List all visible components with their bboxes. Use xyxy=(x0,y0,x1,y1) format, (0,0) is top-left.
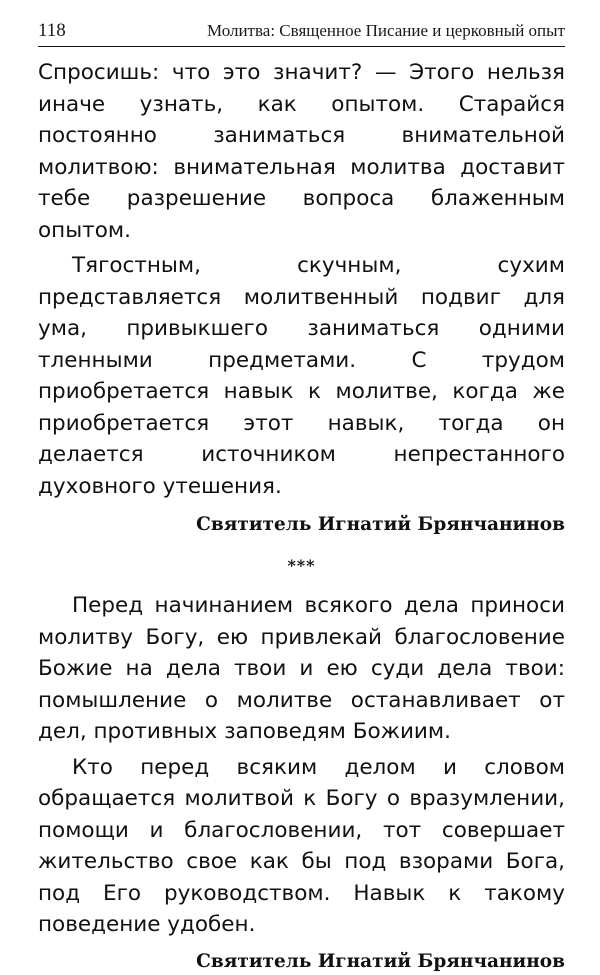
paragraph: Кто перед всяким делом и словом обращается молитвой к Богу о вразумлении, помощи и благословении, тот совершает жительство свое как бы под взорами Бога, под Его руководством. Навык к такому поведение удобен. xyxy=(38,754,565,937)
running-title: Молитва: Священное Писание и церковный опыт xyxy=(207,21,565,40)
running-header xyxy=(38,20,565,47)
book-page xyxy=(38,20,565,972)
paragraph: Тягостным, скучным, сухим представляется молитвенный подвиг для ума, привыкшего заниматься одними тленными предметами. С трудом приобретается навык к молитве, когда же приобретается этот навык, тогда он делается источником непрестанного духовного утешения. xyxy=(38,253,565,499)
section-separator: *** xyxy=(287,556,316,575)
attribution: Святитель Игнатий Брянчанинов xyxy=(196,514,565,535)
attribution: Святитель Игнатий Брянчанинов xyxy=(196,950,565,972)
page-number: 118 xyxy=(38,20,66,41)
paragraph: Перед начинанием всякого дела приноси молитву Богу, ею привлекай благословение Божие на дела твои и ею суди дела твои: помышление о молитве останавливает от дел, противных заповедям Божиим. xyxy=(38,593,565,744)
paragraph: Спросишь: что это значит? — Этого нельзя иначе узнать, как опытом. Старайся постоянно заниматься внимательной молитвою: внимательная молитва доставит тебе разрешение вопроса блаженным опытом. xyxy=(38,60,565,243)
